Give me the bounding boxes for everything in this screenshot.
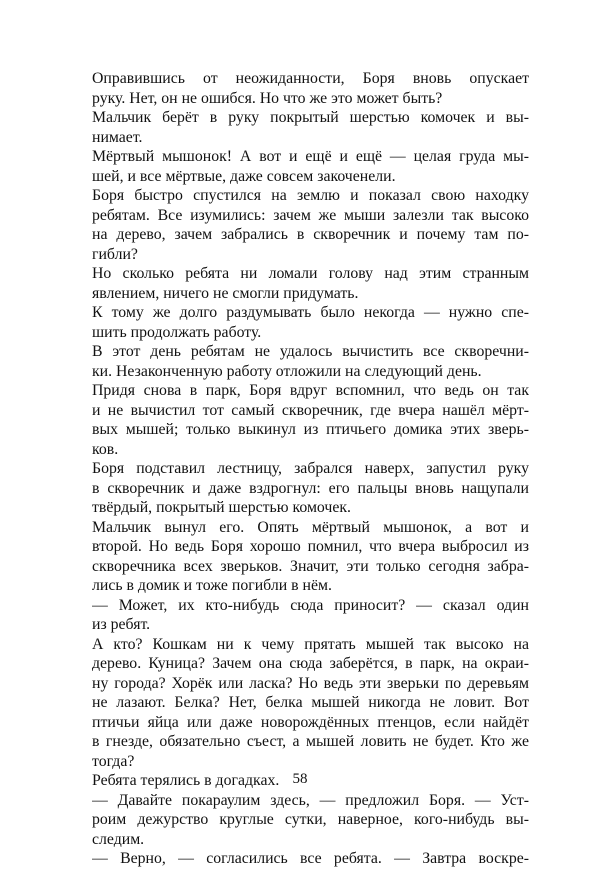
text-line: ки. Незаконченную работу отложили на следующий день. <box>92 362 482 380</box>
text-line: вых мышей; только выкинул из птичьего домика этих зверь- <box>92 421 529 438</box>
text-line: В этот день ребятам не удалось вычистить все скворечни- <box>92 343 529 360</box>
text-line: скворечника всех зверьков. Значит, эти только сегодня забра- <box>92 557 529 575</box>
text-line: Ребята терялись в догадках. <box>92 772 280 789</box>
text-line: тогда? <box>92 752 135 770</box>
text-line: Мальчик вынул его. Опять мёртвый мышонок, а вот и <box>92 518 529 536</box>
text-line: шить продолжать работу. <box>92 323 262 341</box>
text-line: Боря быстро спустился на землю и показал свою находку <box>92 187 529 204</box>
text-line: в скворечник и даже вздрогнул: его пальцы вновь нащупали <box>92 479 529 497</box>
page-number: 58 <box>292 771 308 787</box>
text-line: Оправившись от неожиданности, Боря вновь опускает <box>92 70 529 87</box>
text-line: Придя снова в парк, Боря вдруг вспомнил, что ведь он так <box>92 382 529 399</box>
text-line: Мёртвый мышонок! А вот и ещё и ещё — целая груда мы- <box>92 148 529 165</box>
text-line: нимает. <box>92 128 143 146</box>
text-line: дерево. Куница? Зачем она сюда заберётся, в парк, на окраи- <box>92 655 529 672</box>
text-line: роим дежурство круглые сутки, наверное, кого-нибудь вы- <box>92 811 529 828</box>
text-line: К тому же долго раздумывать было некогда — нужно спе- <box>92 304 529 321</box>
text-line: — Может, их кто-нибудь сюда приносит? — сказал один <box>92 596 529 614</box>
text-line: ребятам. Все изумились: зачем же мыши залезли так высоко <box>92 206 529 224</box>
text-line: — Верно, — согласились все ребята. — Завтра воскре- <box>92 850 529 867</box>
text-line: шей, и все мёртвые, даже совсем закоченели. <box>92 167 396 185</box>
text-line: твёрдый, покрытый шерстью комочек. <box>92 499 352 516</box>
text-line: птичьи яйца или даже новорождённых птенцов, если найдёт <box>92 713 529 731</box>
text-line: — Давайте покараулим здесь, — предложил Боря. — Уст- <box>92 791 529 809</box>
text-line: ну города? Хорёк или ласка? Но ведь эти зверьки по деревьям <box>92 674 529 692</box>
text-line: лись в домик и тоже погибли в нём. <box>92 577 332 594</box>
text-line: явлением, ничего не смогли придумать. <box>92 284 359 302</box>
text-line: Боря подставил лестницу, забрался наверх, запустил руку <box>92 460 529 477</box>
text-line: и не вычистил тот самый скворечник, где вчера нашёл мёрт- <box>92 401 529 419</box>
text-line: гибли? <box>92 245 138 263</box>
text-line: руку. Нет, он не ошибся. Но что же это может быть? <box>92 89 443 107</box>
text-line: на дерево, зачем забрались в скворечник и почему там по- <box>92 226 529 243</box>
text-line: Но сколько ребята ни ломали голову над этим странным <box>92 265 529 282</box>
text-line: из ребят. <box>92 616 151 633</box>
text-line: следим. <box>92 830 145 848</box>
text-line: Мальчик берёт в руку покрытый шерстью комочек и вы- <box>92 109 529 126</box>
text-line: в гнезде, обязательно съест, а мышей ловить не будет. Кто же <box>92 733 529 750</box>
text-line: ков. <box>92 440 119 458</box>
body-text <box>92 69 529 869</box>
text-line: второй. Но ведь Боря хорошо помнил, что вчера выбросил из <box>92 538 529 555</box>
text-line: А кто? Кошкам ни к чему прятать мышей так высоко на <box>92 635 529 653</box>
text-line: не лазают. Белка? Нет, белка мышей никогда не ловит. Вот <box>92 694 529 711</box>
